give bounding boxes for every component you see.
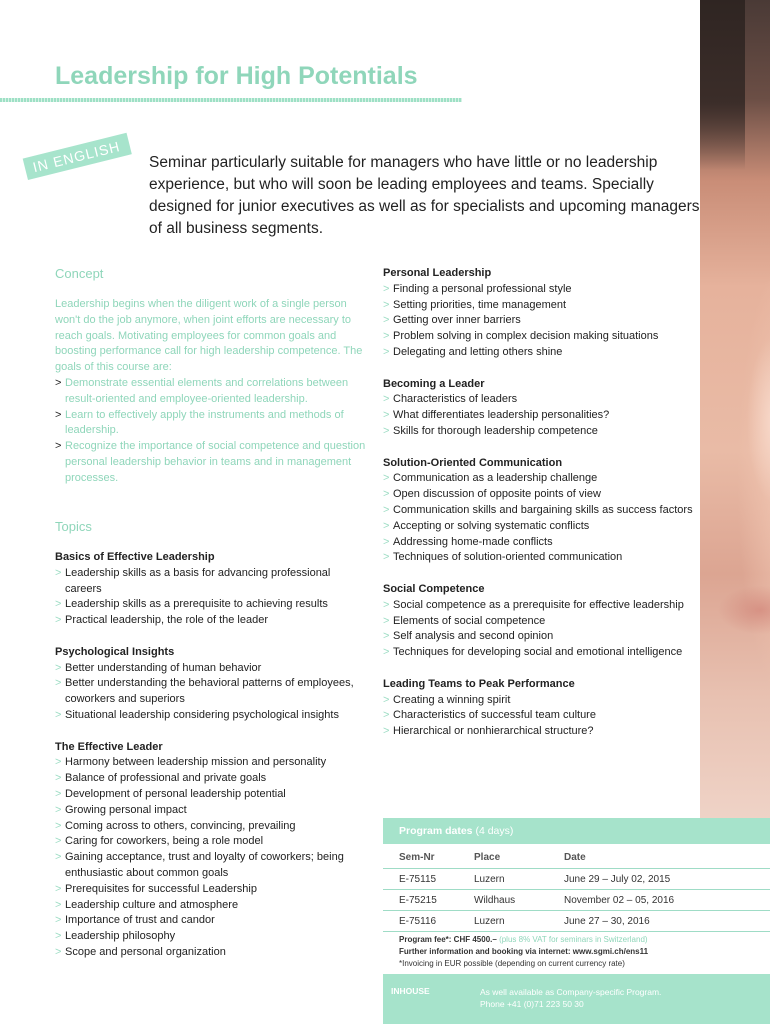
bullet-arrow-icon: > [383,314,390,327]
date-cell: June 29 – July 02, 2015 [564,869,770,890]
topic-item: > Accepting or solving systematic conflicts [383,519,703,535]
bullet-arrow-icon: > [383,535,390,548]
bullet-arrow-icon: > [383,598,390,611]
bullet-arrow-icon: > [55,708,62,721]
bullet-arrow-icon: > [55,614,62,627]
topic-item: > Delegating and letting others shine [383,345,703,361]
vat-note: (plus 8% VAT for seminars in Switzerland) [499,935,648,944]
topic-item: > Practical leadership, the role of the leader [55,613,355,629]
program-heading: Program dates (4 days) [383,818,770,844]
place-cell: Luzern [474,911,564,932]
bullet-arrow-icon: > [383,646,390,659]
topic-item: > Growing personal impact [55,803,355,819]
page-title: Leadership for High Potentials [55,62,418,90]
bullet-arrow-icon: > [383,519,390,532]
bullet-arrow-icon: > [55,661,62,674]
topic-item: > Elements of social competence [383,614,703,630]
intro-text: Seminar particularly suitable for managers who have little or no leadership experience, but who will soon be leading employees and teams. Specially designed for junior executives as well as for specialists and upcoming managers of all business segments. [149,154,700,237]
bullet-arrow-icon: > [55,945,62,958]
concept-goal: > Demonstrate essential elements and correlations between result-oriented and employee-oriented leadership. [55,376,371,408]
concept-goal: > Learn to effectively apply the instruments and methods of leadership. [55,408,371,440]
bullet-arrow-icon: > [55,440,62,453]
topic-item: > Harmony between leadership mission and personality [55,755,355,771]
inhouse-label: INHOUSE [391,986,430,996]
place-cell: Wildhaus [474,890,564,911]
table-row [383,911,770,932]
topic-item: > Caring for coworkers, being a role model [55,834,355,850]
topic-heading: Leading Teams to Peak Performance [383,677,575,690]
concept-goal: > Recognize the importance of social competence and question personal leadership behavior in teams and in management processes. [55,439,371,486]
table-row [383,869,770,890]
bullet-arrow-icon: > [55,898,62,911]
bullet-arrow-icon: > [383,345,390,358]
topic-item: > Development of personal leadership potential [55,787,355,803]
topic-item: > Problem solving in complex decision making situations [383,329,703,345]
topic-heading: The Effective Leader [55,740,163,753]
invoicing-note: *Invoicing in EUR possible (depending on current currency rate) [399,959,625,968]
topics-heading: Topics [55,519,92,534]
bullet-arrow-icon: > [55,835,62,848]
bullet-arrow-icon: > [55,914,62,927]
column-header: Date [564,846,770,869]
bullet-arrow-icon: > [55,376,62,389]
topic-item: > Characteristics of leaders [383,392,703,408]
topic-heading: Solution-Oriented Communication [383,456,563,469]
bullet-arrow-icon: > [383,693,390,706]
program-box [383,818,770,1024]
topics-right-column [383,266,703,740]
bullet-arrow-icon: > [383,725,390,738]
topic-heading: Psychological Insights [55,645,175,658]
topics-left-column [55,550,355,961]
sem-nr-cell: E-75115 [383,869,474,890]
topic-item: > Prerequisites for successful Leadership [55,882,355,898]
concept-text: Leadership begins when the diligent work of a single person won't do the job anymore, when joint efforts are necessary to reach goals. Motivating employees for common goals and boosting performance call for high leadership competence. The goals of this course are: [55,298,363,374]
topic-item: > Getting over inner barriers [383,313,703,329]
topic-item: > Coming across to others, convincing, prevailing [55,819,355,835]
topic-item: > Finding a personal professional style [383,282,703,298]
topic-item: > Social competence as a prerequisite for effective leadership [383,598,703,614]
concept-section [55,297,371,487]
bullet-arrow-icon: > [55,408,62,421]
inhouse-phone: Phone +41 (0)71 223 50 30 [480,999,584,1009]
place-cell: Luzern [474,869,564,890]
table-header-row [383,846,770,869]
date-cell: June 27 – 30, 2016 [564,911,770,932]
topic-item: > Characteristics of successful team culture [383,708,703,724]
program-dates-table [383,846,770,932]
title-underline [0,98,462,102]
bullet-arrow-icon: > [55,566,62,579]
bullet-arrow-icon: > [383,488,390,501]
bullet-arrow-icon: > [55,930,62,943]
column-header: Sem-Nr [383,846,474,869]
bullet-arrow-icon: > [383,551,390,564]
inhouse-banner [383,974,770,1024]
topic-item: > Techniques for developing social and emotional intelligence [383,645,703,661]
topic-item: > Leadership skills as a prerequisite to achieving results [55,597,355,613]
topic-item: > Skills for thorough leadership competence [383,424,703,440]
program-fee-block [399,934,764,970]
topic-item: > Techniques of solution-oriented communication [383,550,703,566]
topic-item: > Creating a winning spirit [383,693,703,709]
table-row [383,890,770,911]
bullet-arrow-icon: > [55,598,62,611]
bullet-arrow-icon: > [383,709,390,722]
date-cell: November 02 – 05, 2016 [564,890,770,911]
topic-item: > Leadership philosophy [55,929,355,945]
bullet-arrow-icon: > [383,393,390,406]
topic-item: > Better understanding of human behavior [55,661,355,677]
topic-heading: Social Competence [383,582,485,595]
topic-item: > Addressing home-made conflicts [383,535,703,551]
topic-item: > Gaining acceptance, trust and loyalty of coworkers; being enthusiastic about common goals [55,850,355,882]
topic-item: > Balance of professional and private goals [55,771,355,787]
bullet-arrow-icon: > [383,472,390,485]
bullet-arrow-icon: > [55,756,62,769]
program-fee: Program fee*: CHF 4500.– [399,935,497,944]
bullet-arrow-icon: > [55,772,62,785]
topic-item: > Situational leadership considering psychological insights [55,708,355,724]
topic-item: > Open discussion of opposite points of view [383,487,703,503]
sem-nr-cell: E-75116 [383,911,474,932]
inhouse-text: As well available as Company-specific Program. Phone +41 (0)71 223 50 30 [480,987,662,1009]
language-tag: IN ENGLISH [23,133,132,180]
bullet-arrow-icon: > [55,803,62,816]
booking-info: Further information and booking via internet: www.sgmi.ch/ens11 [399,947,649,956]
topic-heading: Basics of Effective Leadership [55,551,215,563]
sem-nr-cell: E-75215 [383,890,474,911]
bullet-arrow-icon: > [55,819,62,832]
bullet-arrow-icon: > [383,630,390,643]
bullet-arrow-icon: > [383,409,390,422]
topic-item: > Scope and personal organization [55,945,355,961]
column-header: Place [474,846,564,869]
bullet-arrow-icon: > [55,677,62,690]
topic-item: > Leadership skills as a basis for advancing professional careers [55,566,355,598]
bullet-arrow-icon: > [383,282,390,295]
topic-item: > Hierarchical or nonhierarchical structure? [383,724,703,740]
bullet-arrow-icon: > [383,503,390,516]
portrait-hair [700,0,745,170]
topic-item: > Better understanding the behavioral patterns of employees, coworkers and superiors [55,676,355,708]
bullet-arrow-icon: > [383,424,390,437]
topic-item: > Communication as a leadership challenge [383,471,703,487]
topic-item: > Setting priorities, time management [383,298,703,314]
topic-item: > What differentiates leadership personalities? [383,408,703,424]
topic-item: > Communication skills and bargaining skills as success factors [383,503,703,519]
topic-heading: Personal Leadership [383,267,492,279]
bullet-arrow-icon: > [383,298,390,311]
bullet-arrow-icon: > [55,882,62,895]
topic-item: > Leadership culture and atmosphere [55,898,355,914]
program-duration: (4 days) [475,825,514,837]
bullet-arrow-icon: > [383,614,390,627]
bullet-arrow-icon: > [55,787,62,800]
bullet-arrow-icon: > [55,851,62,864]
topic-heading: Becoming a Leader [383,377,485,390]
concept-heading: Concept [55,266,104,281]
topic-item: > Importance of trust and candor [55,913,355,929]
topic-item: > Self analysis and second opinion [383,629,703,645]
bullet-arrow-icon: > [383,330,390,343]
